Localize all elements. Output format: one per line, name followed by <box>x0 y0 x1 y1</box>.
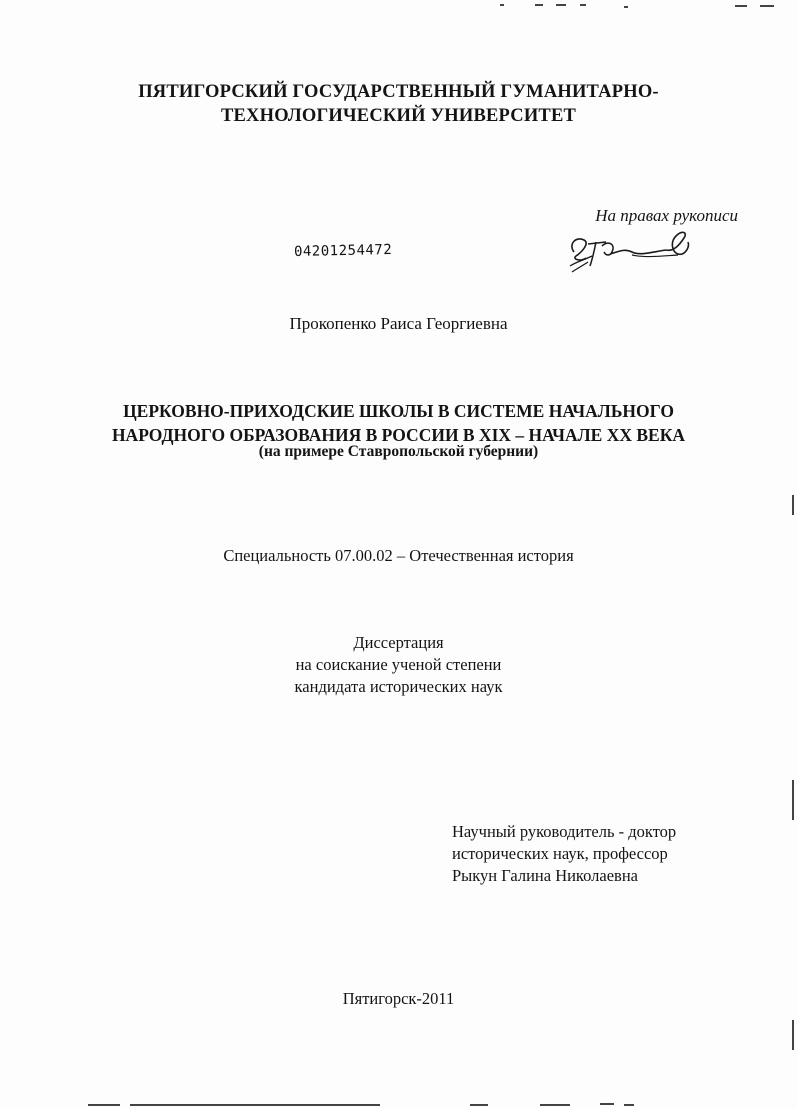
university-name <box>0 80 797 128</box>
supervisor-line-3: Рыкун Галина Николаевна <box>452 866 638 885</box>
scan-artifact-top <box>580 4 586 6</box>
scan-artifact-top <box>624 6 628 8</box>
scan-artifact-bottom <box>624 1104 634 1106</box>
scan-artifact-bottom <box>88 1104 120 1106</box>
degree-line-3: кандидата исторических наук <box>294 677 503 696</box>
specialty-line: Специальность 07.00.02 – Отечественная история <box>223 546 574 565</box>
supervisor-line-1: Научный руководитель - доктор <box>452 822 677 841</box>
scan-artifact-bottom <box>130 1104 380 1106</box>
university-line-2: ТЕХНОЛОГИЧЕСКИЙ УНИВЕРСИТЕТ <box>220 106 577 126</box>
scan-artifact-right <box>792 780 794 820</box>
scan-artifact-bottom <box>540 1104 570 1106</box>
author-name: Прокопенко Раиса Георгиевна <box>289 314 508 333</box>
degree-line-2: на соискание ученой степени <box>295 655 502 674</box>
degree-statement <box>0 632 797 698</box>
title-line-1: ЦЕРКОВНО-ПРИХОДСКИЕ ШКОЛЫ В СИСТЕМЕ НАЧАЛЬНОГО <box>123 401 674 421</box>
supervisor-line-2: исторических наук, профессор <box>452 844 668 863</box>
scan-artifact-right <box>792 1020 794 1050</box>
scan-artifact-top <box>535 4 543 6</box>
signature <box>562 222 702 280</box>
scan-artifact-right <box>792 495 794 515</box>
title-line-2: НАРОДНОГО ОБРАЗОВАНИЯ В РОССИИ В XIX – НАЧАЛЕ XX ВЕКА <box>111 425 686 445</box>
university-line-1: ПЯТИГОРСКИЙ ГОСУДАРСТВЕННЫЙ ГУМАНИТАРНО- <box>138 82 659 102</box>
scan-artifact-top <box>556 4 566 6</box>
rights-note: На правах рукописи <box>595 206 738 225</box>
scan-artifact-bottom <box>600 1103 614 1105</box>
dissertation-title <box>0 399 797 447</box>
scan-artifact-top <box>500 4 504 6</box>
scan-artifact-bottom <box>470 1104 488 1106</box>
supervisor-block <box>452 821 676 887</box>
scan-artifact-top <box>760 5 774 7</box>
dissertation-subtitle: (на примере Ставропольской губернии) <box>258 443 539 460</box>
library-code: 04201254472 <box>293 241 393 260</box>
scan-artifact-top <box>735 5 747 7</box>
degree-line-1: Диссертация <box>353 633 444 652</box>
city-year: Пятигорск-2011 <box>342 989 455 1008</box>
